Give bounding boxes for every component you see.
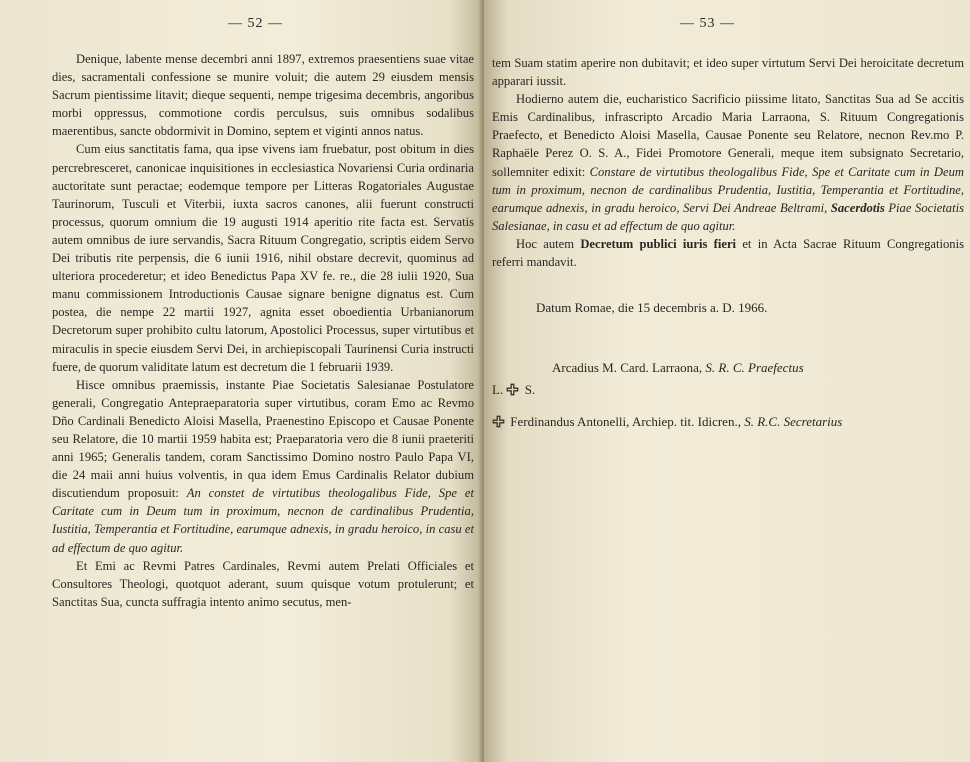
- locus-sigilli-l: L.: [492, 382, 507, 397]
- text-run: Sacerdotis: [830, 200, 885, 215]
- paragraph: [492, 235, 964, 271]
- left-page: [0, 0, 484, 762]
- decree-date: Datum Romae, die 15 decembris a. D. 1966.: [536, 300, 768, 315]
- paragraph: [492, 90, 964, 235]
- text-run: Denique, labente mense decembri anni 1897, extremos praesentiens suae vitae dies, sacramentali confessione se munire voluit; die autem 29 eiusdem mensis Sacrum pientissime litavit; dieque sequenti, nempe trigesima decembris, angoribus morbi oppressus, commotione cordis perculsus, suis omnibus sodalibus maerentibus, sancte obdormivit in Domino, septem et viginti annos natus.: [52, 52, 474, 139]
- right-page-text: [492, 54, 964, 271]
- cross-icon: [506, 383, 519, 396]
- text-run: Hoc autem: [516, 236, 581, 251]
- right-page: [484, 0, 970, 762]
- text-run: An constet de virtutibus theologalibus Fide, Spe et Caritate cum in Deum tum in proximum, necnon de cardinalibus Prudentia, Iustitia, Temperantia et Fortitudine, earumque adnexis, in gradu heroico, in casu et ad effectum de quo agitur.: [52, 486, 474, 555]
- secretary-signature: [492, 414, 842, 430]
- text-run: Hisce omnibus praemissis, instante Piae Societatis Salesianae Postulatore generali, Congregatio Antepraeparatoria super virtutibus, coram Emo ac Revmo Dño Cardinali Benedicto Aloisi Masella, Praenestino Episcopo et Causae Ponente seu Relatore, die 10 martii 1959 habita est; Praeparatoria vero die 8 iunii praeteriti anni 1965; Generalis tandem, coram Sanctissimo Domino nostro Paulo Papa VI, die 24 maii anni huius volventis, in qua idem Emus Cardinalis Relator dubium discutiendum proposuit:: [52, 377, 474, 501]
- locus-sigilli: [492, 382, 535, 398]
- secretary-name: Ferdinandus Antonelli, Archiep. tit. Idicren.,: [507, 414, 745, 429]
- text-run: Constare de virtutibus theologalibus Fide, Spe et Caritate cum in Deum tum in proximum, necnon de cardinalibus Prudentia, Iustitia, Temperantia et Fortitudine, earumque adnexis, in gradu heroico, Servi Dei Andreae Beltrami,: [492, 164, 965, 215]
- paragraph: [52, 50, 474, 140]
- text-run: Et Emi ac Revmi Patres Cardinales, Revmi autem Prelati Officiales et Consultores Theologi, quotquot aderant, suum quisque votum protulerunt; et Sanctitas Sua, cuncta suffragia intento animo secutus, men-: [52, 558, 474, 609]
- text-run: Decretum publici iuris fieri: [580, 236, 737, 251]
- text-run: Piae Societatis Salesianae, in casu et ad effectum de quo agitur.: [492, 200, 965, 233]
- text-run: tem Suam statim aperire non dubitavit; et ideo super virtutum Servi Dei heroicitate decretum apparari iussit.: [492, 56, 964, 89]
- left-page-text: [52, 50, 474, 611]
- text-run: Cum eius sanctitatis fama, qua ipse vivens iam fruebatur, post obitum in dies percrebresceret, canonicae inquisitiones in ecclesiastica Novariensi Curia ordinaria auctoritate sunt peractae; eodemque tempore per Litteras Rogatoriales Augustae Taurinorum, Tusculi et Viterbii, iuxta sacros canones, alii fuerunt constructi processus, quorum omnium die 19 augusti 1914 aperitio rite facta est. Servatis autem omnibus de iure servandis, Sacra Rituum Congregatio, scriptis eidem Servo Dei tributis rite perpensis, die 6 iunii 1916, nihil obstare decrevit, quominus ad ulteriora procederetur; et ideo Benedictus Papa XV fe. re., die 28 iulii 1920, Sua manu commissionem Introductionis Causae signare benigne dignatus est. Cum postea, die nempe 22 martii 1927, agnita esset oboedientia Urbanianorum Decretorum super prohibito cultu latorum, Apostolici Processus, super virtutibus et miraculis in specie eiusdem Servi Dei, in archiepiscopali Taurinensi Curia instructi fuere, de quorum validitate latum est decretum die 1 februarii 1939.: [52, 142, 474, 374]
- prefect-name: Arcadius M. Card. Larraona,: [552, 360, 706, 375]
- text-run: Hodierno autem die, eucharistico Sacrificio piissime litato, Sanctitas Sua ad Se accitis Emis Cardinalibus, infrascripto Arcadio Maria Larraona, S. Rituum Congregationis Praefecto, et Benedicto Aloisi Masella, Causae Ponente seu Relatore, necnon Rev.mo P. Raphaële Perez O. S. A., Fidei Promotore Generali, meque item subsignato Secretario, sollemniter edixit:: [492, 92, 964, 179]
- text-run: et in Acta Sacrae Rituum Congregationis referri mandavit.: [492, 236, 964, 270]
- secretary-title: S. R.C. Secretarius: [744, 414, 843, 429]
- page-number-right: — 53 —: [680, 16, 735, 31]
- prefect-signature: [552, 360, 804, 376]
- locus-sigilli-s: S.: [521, 382, 536, 397]
- prefect-title: S. R. C. Praefectus: [705, 360, 804, 375]
- paragraph: [52, 140, 474, 375]
- paragraph: [492, 54, 964, 90]
- paragraph: [52, 557, 474, 611]
- page-number-left: — 52 —: [228, 16, 283, 31]
- paragraph: [52, 376, 474, 557]
- cross-icon: [492, 415, 505, 428]
